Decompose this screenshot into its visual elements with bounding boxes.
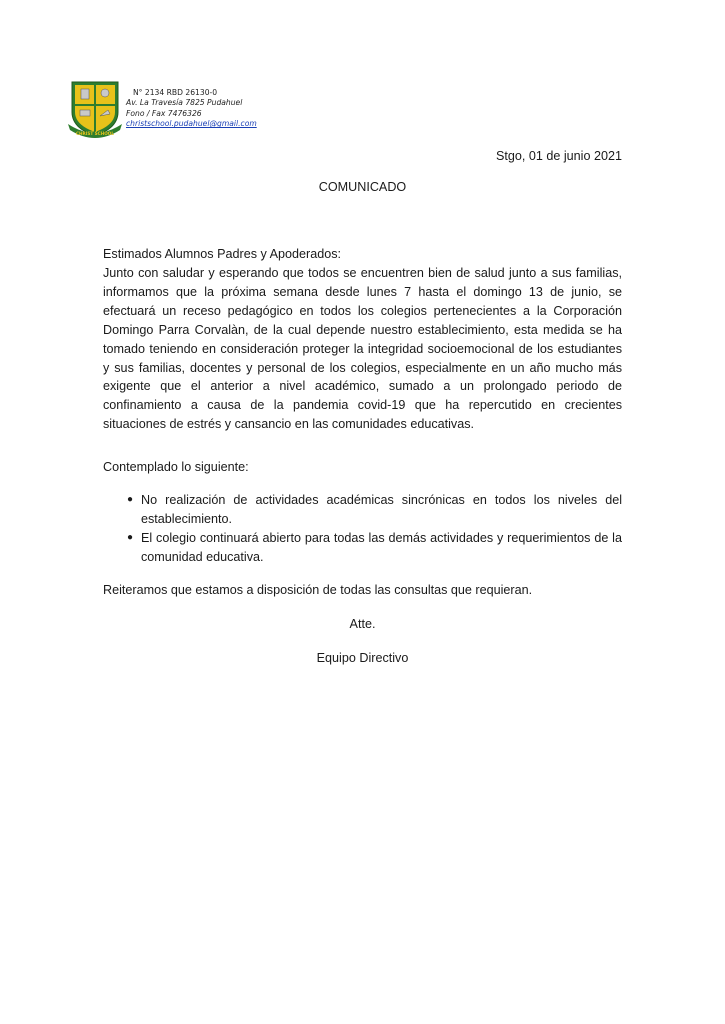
bullet-icon: ● bbox=[127, 531, 134, 543]
bullet-text: No realización de actividades académicas sincrónicas en todos los niveles del establecimiento. bbox=[141, 493, 622, 526]
bullet-list bbox=[103, 491, 622, 567]
bullet-text: El colegio continuará abierto para todas las demás actividades y requerimientos de la comunidad educativa. bbox=[141, 530, 622, 564]
signature: Equipo Directivo bbox=[316, 651, 409, 665]
logo-text: CHRIST SCHOOL bbox=[75, 131, 115, 136]
phone-text: Fono / Fax 7476326 bbox=[126, 108, 202, 118]
school-logo bbox=[66, 78, 124, 140]
greeting: Estimados Alumnos Padres y Apoderados: bbox=[103, 247, 342, 261]
email-link[interactable]: christschool.pudahuel@gmail.com bbox=[126, 119, 257, 129]
closing-paragraph: Reiteramos que estamos a disposición de todas las consultas que requieran. bbox=[103, 583, 533, 597]
atte-text: Atte. bbox=[349, 617, 376, 631]
list-item bbox=[103, 491, 622, 529]
document-date: Stgo, 01 de junio 2021 bbox=[495, 149, 622, 163]
list-item bbox=[103, 529, 622, 567]
school-header-info bbox=[126, 88, 257, 130]
address-text: Av. La Travesía 7825 Pudahuel bbox=[126, 98, 243, 108]
main-paragraph: Junto con saludar y esperando que todos se encuentren bien de salud junto a sus familias, informamos que la próxima semana desde lunes 7 hasta el domingo 13 de junio, se efectuará un receso pedagógico en todos los colegios pertenecientes a la Corporación Domingo Parra Corvalàn, de la cual depende nuestro establecimiento, esta medida se ha tomado teniendo en consideración proteger la integridad socioemocional de los estudiantes y sus familias, docentes y personal de los colegios, especialmente en un año mucho más exigente que el anterior a nivel académico, sumado a un prolongado periodo de confinamiento a causa de la pandemia covid-19 que ha repercutido en crecientes situaciones de estrés y cansancio en las comunidades educativas. bbox=[103, 266, 622, 432]
bullet-icon: ● bbox=[127, 494, 134, 505]
contemplado-heading: Contemplado lo siguiente: bbox=[103, 460, 249, 474]
document-title: COMUNICADO bbox=[318, 180, 407, 194]
rbd-text: N° 2134 RBD 26130-0 bbox=[133, 88, 218, 97]
